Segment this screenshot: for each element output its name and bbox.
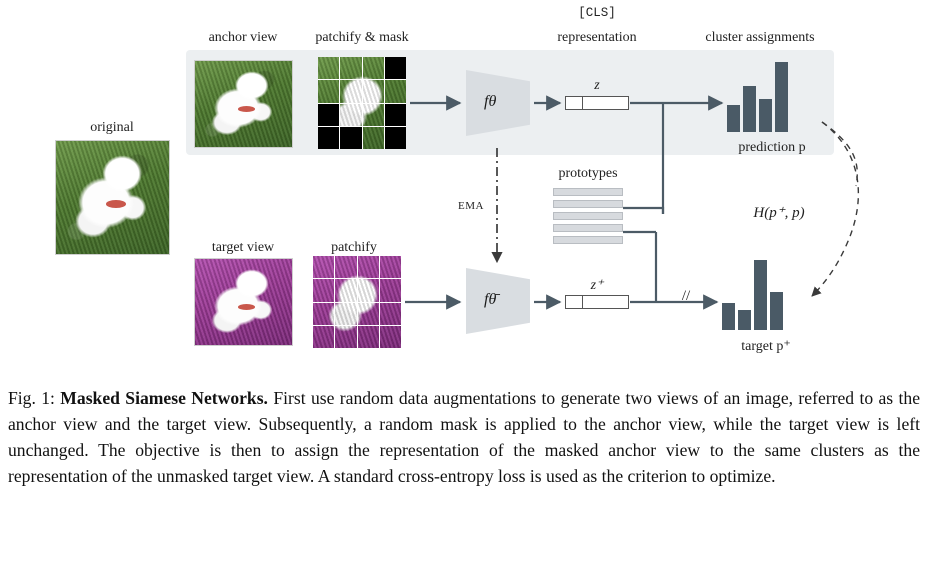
label-z-target: z⁺ xyxy=(590,278,604,293)
label-patchify-mask: patchify & mask xyxy=(315,30,409,45)
label-prototypes: prototypes xyxy=(558,166,618,181)
caption-title: Masked Siamese Networks. xyxy=(60,388,268,408)
label-patchify: patchify xyxy=(331,240,377,255)
label-stop-gradient: // xyxy=(681,288,691,304)
label-cluster-assignments: cluster assignments xyxy=(705,30,815,45)
label-target-view: target view xyxy=(211,240,275,255)
label-ema: EMA xyxy=(458,200,484,212)
label-target-text: target p⁺ xyxy=(741,339,791,354)
label-original: original xyxy=(90,120,134,135)
figure-caption xyxy=(8,386,920,489)
label-cls-token: [CLS] xyxy=(578,6,616,20)
label-cross-entropy: H(p⁺, p) xyxy=(753,205,805,221)
label-z-anchor: z xyxy=(594,78,600,93)
encoder-target-label: fθ̄ xyxy=(484,291,497,308)
label-anchor-view: anchor view xyxy=(208,30,278,45)
caption-body: First use random data augmentations to generate two views of an image, referred to as the anchor view and the target view. Subsequently, a random mask is applied to the anchor view, while the target view is left unchanged. The objective is then to assign the representation of the masked anchor view to the same clusters as the representation of the unmasked target view. A standard cross-entropy loss is used as the criterion to optimize. xyxy=(8,388,921,486)
label-prediction-text: prediction p xyxy=(738,140,806,155)
encoder-anchor-label: fθ xyxy=(484,93,497,110)
caption-figure-number: Fig. 1: xyxy=(8,388,55,408)
label-representation: representation xyxy=(557,30,637,45)
